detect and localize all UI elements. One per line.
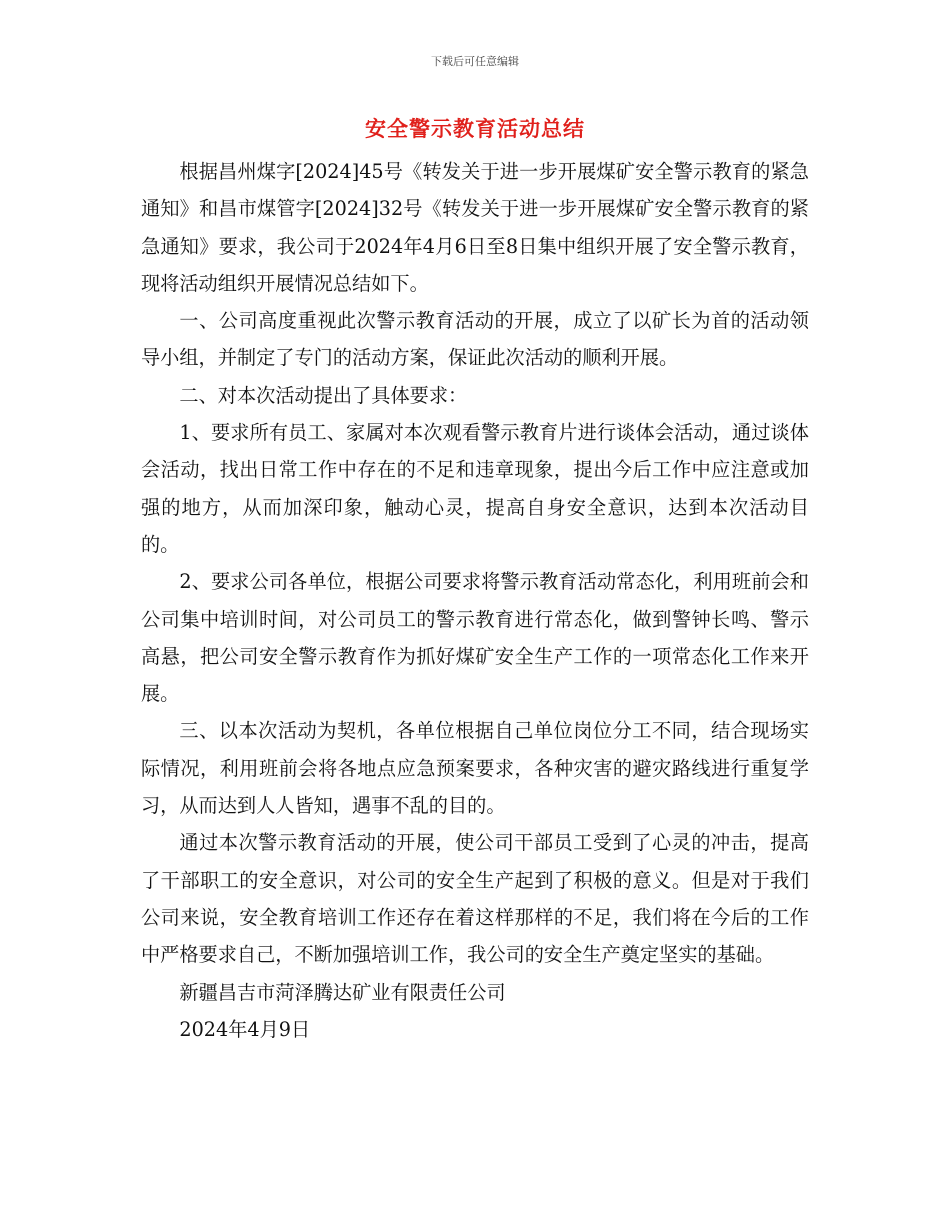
paragraph-section-1: 一、公司高度重视此次警示教育活动的开展，成立了以矿长为首的活动领导小组，并制定了专门的活动方案，保证此次活动的顺利开展。: [141, 309, 809, 370]
document-title: 安全警示教育活动总结: [365, 116, 585, 141]
header-note: 下载后可任意编辑: [431, 55, 519, 68]
paragraph-section-2-heading: 二、对本次活动提出了具体要求：: [179, 383, 468, 407]
paragraph-requirement-2: 2、要求公司各单位，根据公司要求将警示教育活动常态化，利用班前会和公司集中培训时间，对公司员工的警示教育进行常态化，做到警钟长鸣、警示高悬，把公司安全警示教育作为抓好煤矿安全生产工作的一项常态化工作来开展。: [141, 570, 809, 706]
paragraph-section-3: 三、以本次活动为契机，各单位根据自己单位岗位分工不同，结合现场实际情况，利用班前会将各地点应急预案要求，各种灾害的避灾路线进行重复学习，从而达到人人皆知，遇事不乱的目的。: [141, 719, 809, 818]
paragraph-requirement-1: 1、要求所有员工、家属对本次观看警示教育片进行谈体会活动，通过谈体会活动，找出日常工作中存在的不足和违章现象，提出今后工作中应注意或加强的地方，从而加深印象，触动心灵，提高自身安全意识，达到本次活动目的。: [141, 421, 809, 556]
signature-company: 新疆昌吉市菏泽腾达矿业有限责任公司: [179, 980, 506, 1004]
paragraph-conclusion: 通过本次警示教育活动的开展，使公司干部员工受到了心灵的冲击，提高了干部职工的安全意识，对公司的安全生产起到了积极的意义。但是对于我们公司来说，安全教育培训工作还存在着这样那样的不足，我们将在今后的工作中严格要求自己，不断加强培训工作，我公司的安全生产奠定坚实的基础。: [141, 831, 809, 967]
paragraph-intro: 根据昌州煤字[2024]45号《转发关于进一步开展煤矿安全警示教育的紧急通知》和昌市煤管字[2024]32号《转发关于进一步开展煤矿安全警示教育的紧急通知》要求，我公司于2024年4月6日至8日集中组织开展了安全警示教育，现将活动组织开展情况总结如下。: [141, 160, 809, 295]
signature-date: 2024年4月9日: [179, 1017, 311, 1041]
document-body: [141, 153, 809, 1048]
